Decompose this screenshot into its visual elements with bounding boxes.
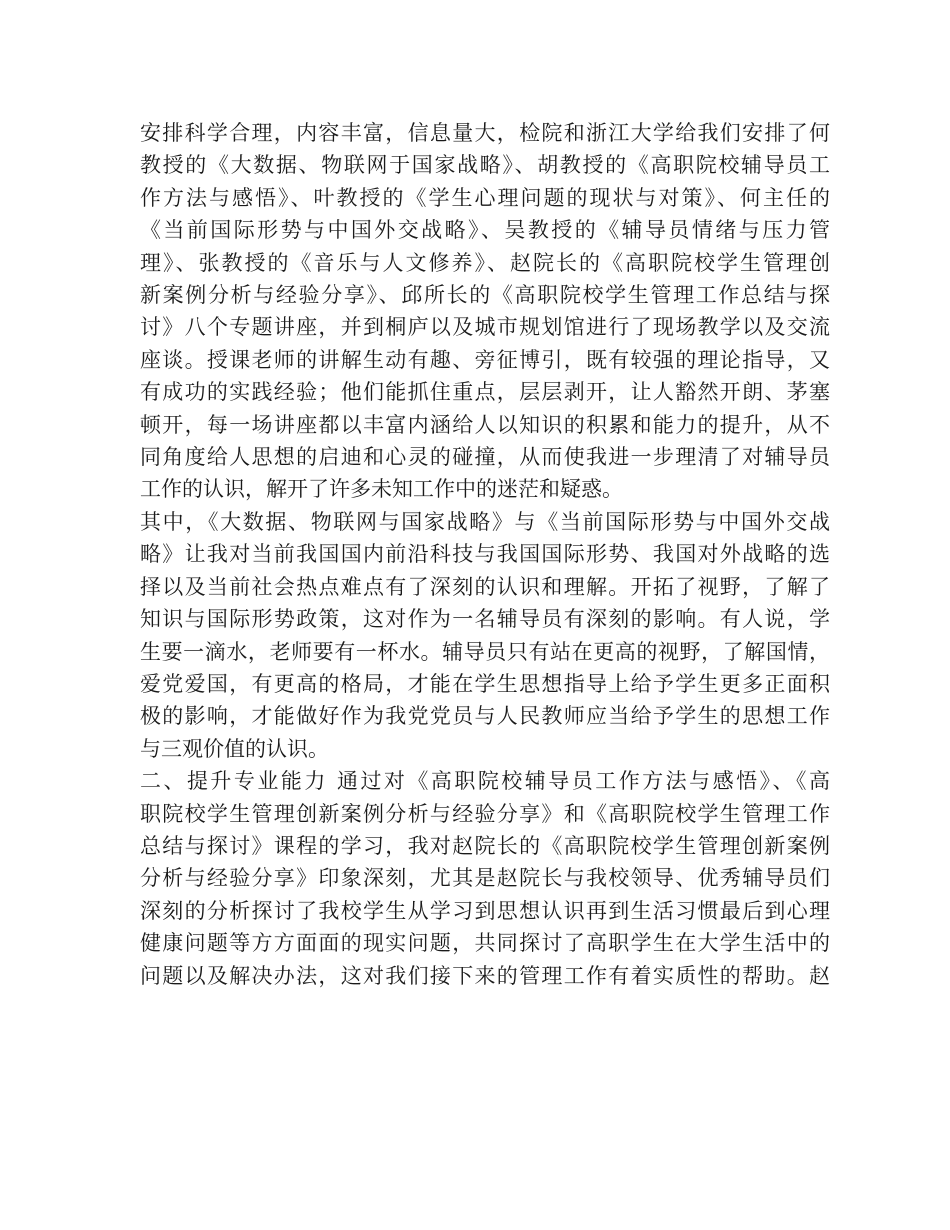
text-line: 二、提升专业能力 通过对《高职院校辅导员工作方法与感悟》、《高 [140, 769, 830, 794]
text-line: 顿开，每一场讲座都以丰富内涵给人以知识的积累和能力的提升，从不 [140, 412, 830, 437]
text-line: 《当前国际形势与中国外交战略》、吴教授的《辅导员情绪与压力管 [140, 218, 830, 243]
text-line: 择以及当前社会热点难点有了深刻的认识和理解。开拓了视野，了解了 [140, 574, 830, 599]
text-line: 生要一滴水，老师要有一杯水。辅导员只有站在更高的视野，了解国情， [140, 639, 830, 664]
text-line: 安排科学合理，内容丰富，信息量大，检院和浙江大学给我们安排了何 [140, 121, 830, 145]
text-line: 爱党爱国，有更高的格局，才能在学生思想指导上给予学生更多正面积 [140, 671, 830, 696]
text-line: 略》让我对当前我国国内前沿科技与我国国际形势、我国对外战略的选 [140, 542, 830, 567]
text-line: 有成功的实践经验；他们能抓住重点，层层剥开，让人豁然开朗、茅塞 [140, 380, 830, 405]
text-line: 作方法与感悟》、叶教授的《学生心理问题的现状与对策》、何主任的 [140, 185, 830, 210]
text-line: 知识与国际形势政策，这对作为一名辅导员有深刻的影响。有人说，学 [140, 607, 830, 632]
paragraph-2 [140, 506, 830, 765]
text-line: 座谈。授课老师的讲解生动有趣、旁征博引，既有较强的理论指导，又 [140, 347, 830, 372]
text-line: 问题以及解决办法，这对我们接下来的管理工作有着实质性的帮助。赵 [140, 963, 830, 988]
text-line: 深刻的分析探讨了我校学生从学习到思想认识再到生活习惯最后到心理 [140, 898, 830, 923]
text-line: 分析与经验分享》印象深刻，尤其是赵院长与我校领导、优秀辅导员们 [140, 866, 830, 891]
text-line: 职院校学生管理创新案例分析与经验分享》和《高职院校学生管理工作 [140, 801, 830, 826]
text-line: 新案例分析与经验分享》、邱所长的《高职院校学生管理工作总结与探 [140, 283, 830, 308]
text-line: 与三观价值的认识。 [140, 736, 329, 761]
text-line: 工作的认识，解开了许多未知工作中的迷茫和疑惑。 [140, 477, 623, 502]
text-line: 讨》八个专题讲座，并到桐庐以及城市规划馆进行了现场教学以及交流 [140, 315, 830, 340]
paragraph-3 [140, 765, 830, 992]
text-line: 健康问题等方方面面的现实问题，共同探讨了高职学生在大学生活中的 [140, 931, 830, 956]
text-line: 理》、张教授的《音乐与人文修养》、赵院长的《高职院校学生管理创 [140, 250, 830, 275]
body-text [140, 117, 830, 992]
text-line: 教授的《大数据、物联网于国家战略》、胡教授的《高职院校辅导员工 [140, 153, 830, 178]
text-line: 同角度给人思想的启迪和心灵的碰撞，从而使我进一步理清了对辅导员 [140, 445, 830, 470]
text-line: 其中，《大数据、物联网与国家战略》与《当前国际形势与中国外交战 [140, 509, 830, 534]
paragraph-1 [140, 117, 830, 506]
text-line: 极的影响，才能做好作为我党党员与人民教师应当给予学生的思想工作 [140, 704, 830, 729]
text-line: 总结与探讨》课程的学习，我对赵院长的《高职院校学生管理创新案例 [140, 833, 830, 858]
